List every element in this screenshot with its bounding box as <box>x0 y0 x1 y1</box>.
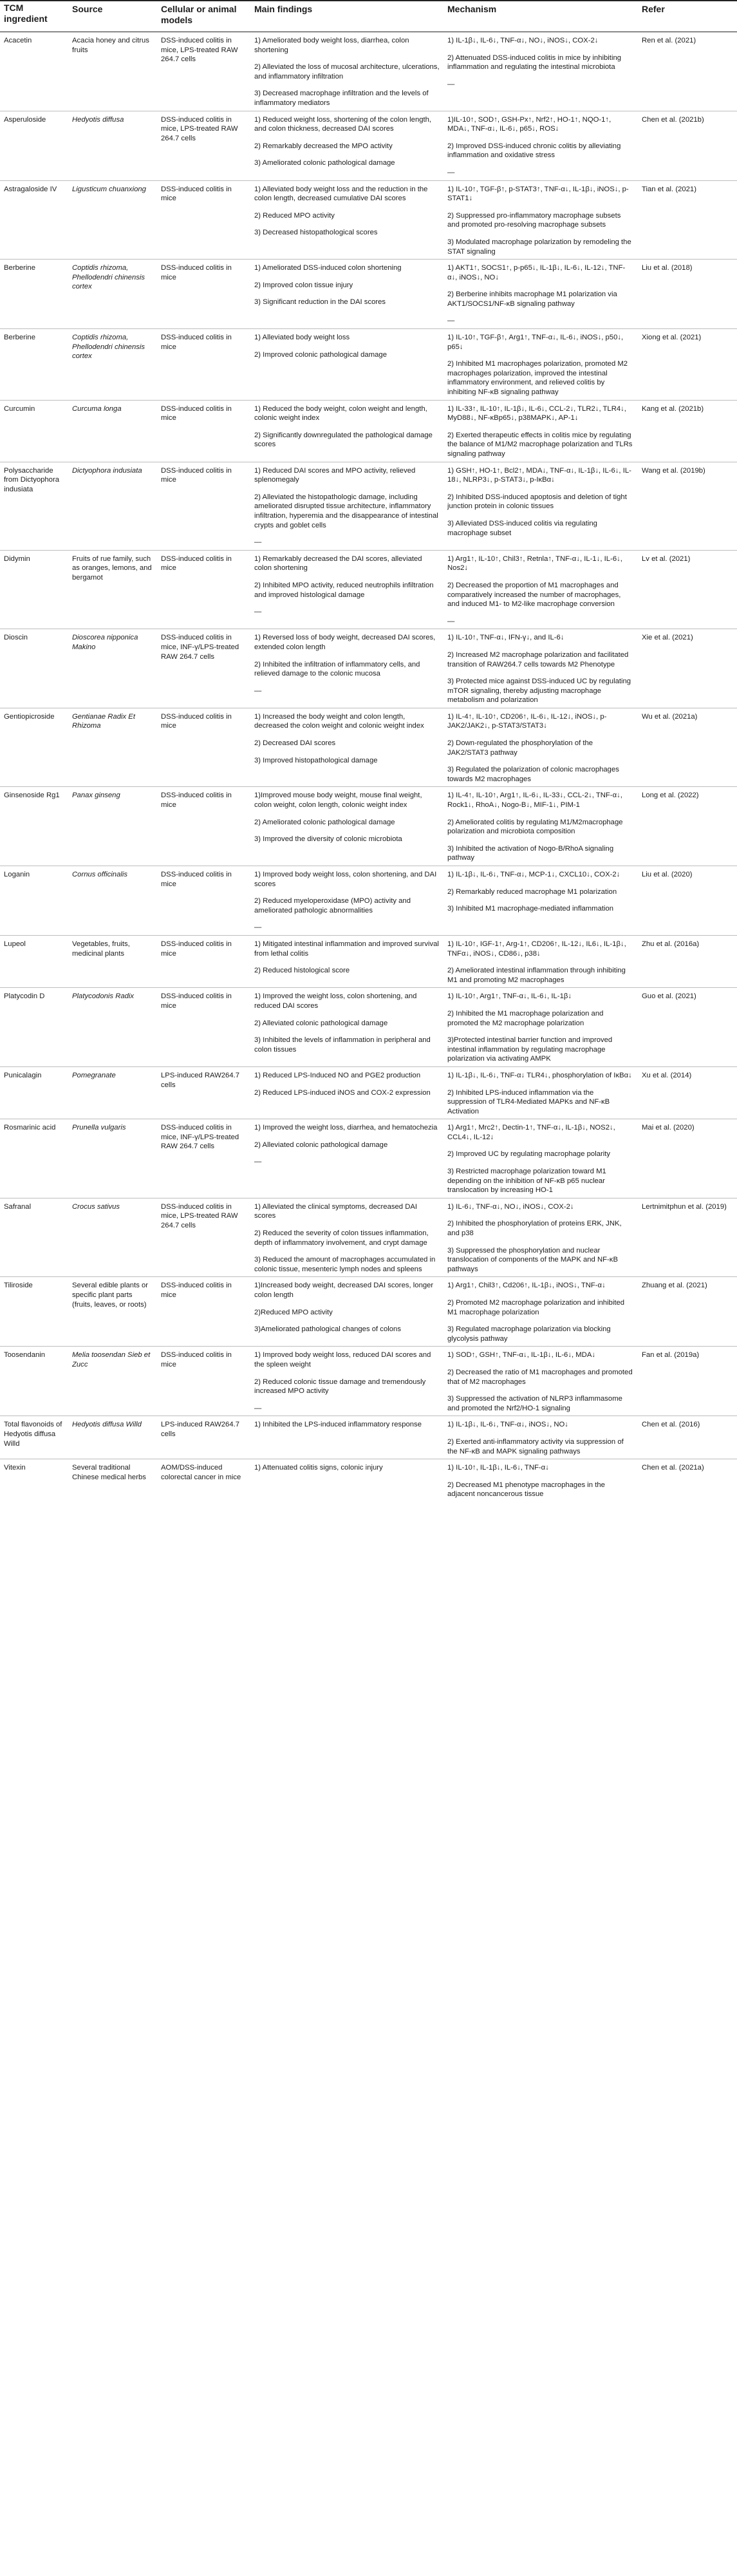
cell-ingredient: Rosmarinic acid <box>0 1119 68 1198</box>
cell-findings-item: — <box>254 608 262 616</box>
table-row <box>0 1347 737 1416</box>
cell-source: Cornus officinalis <box>68 866 157 936</box>
cell-findings <box>250 708 443 787</box>
cell-findings-item: 1) Inhibited the LPS-induced inflammatory response <box>254 1421 422 1429</box>
cell-mechanism-item: 1) Arg1↑, Chil3↑, Cd206↑, IL-1β↓, iNOS↓, TNF-α↓ <box>447 1282 606 1290</box>
cell-mechanism-item: 2) Improved DSS-induced chronic colitis by alleviating inflammation and oxidative stress <box>447 142 621 160</box>
cell-findings-item: 2) Improved colon tissue injury <box>254 281 353 289</box>
cell-findings-item: 2) Reduced colonic tissue damage and tremendously increased MPO activity <box>254 1378 426 1396</box>
cell-findings-item: 1) Alleviated body weight loss and the reduction in the colon length, decreased cumulative DAI scores <box>254 185 428 203</box>
header-mechanism: Mechanism <box>443 1 638 32</box>
cell-mechanism-item: 2) Inhibited the M1 macrophage polarization and promoted the M2 macrophage polarization <box>447 1009 604 1027</box>
cell-refer: Guo et al. (2021) <box>638 988 737 1067</box>
cell-refer: Zhu et al. (2016a) <box>638 935 737 987</box>
cell-mechanism-item: 1) IL-10↑, IL-1β↓, IL-6↓, TNF-α↓ <box>447 1464 549 1472</box>
cell-source: Several traditional Chinese medical herbs <box>72 1464 146 1481</box>
table-row <box>0 787 737 866</box>
cell-findings-item: 1) Reversed loss of body weight, decreased DAI scores, extended colon length <box>254 634 436 651</box>
cell-mechanism-item: 1) IL-10↑, IGF-1↑, Arg-1↑, CD206↑, IL-12↓, IL6↓, IL-1β↓, TNFα↓, iNOS↓, CD86↓, p38↓ <box>447 940 626 958</box>
table-row <box>0 935 737 987</box>
cell-ingredient: Astragaloside IV <box>0 180 68 260</box>
cell-ingredient: Punicalagin <box>0 1066 68 1119</box>
cell-mechanism-item: 2) Exerted anti-inflammatory activity via suppression of the NF-κB and MAPK signaling pathways <box>447 1437 624 1455</box>
cell-findings-item: — <box>254 687 262 695</box>
table-row <box>0 400 737 462</box>
cell-findings-item: 3) Improved the diversity of colonic microbiota <box>254 835 402 844</box>
table-row <box>0 111 737 180</box>
cell-findings <box>250 1119 443 1198</box>
table-row <box>0 32 737 111</box>
cell-source: Coptidis rhizoma, Phellodendri chinensis cortex <box>68 329 157 401</box>
cell-mechanism-item: 3) Regulated the polarization of colonic macrophages towards M2 macrophages <box>447 766 619 783</box>
cell-model: DSS-induced colitis in mice, LPS-treated RAW 264.7 cells <box>157 1198 250 1277</box>
cell-ingredient: Berberine <box>0 260 68 329</box>
cell-model: LPS-induced RAW264.7 cells <box>157 1416 250 1459</box>
cell-mechanism <box>443 180 638 260</box>
cell-ingredient: Safranal <box>0 1198 68 1277</box>
table-row <box>0 1198 737 1277</box>
cell-findings <box>250 329 443 401</box>
cell-mechanism-item: 2) Promoted M2 macrophage polarization and inhibited M1 macrophage polarization <box>447 1299 625 1316</box>
header-findings: Main findings <box>250 1 443 32</box>
header-refer: Refer <box>638 1 737 32</box>
cell-mechanism <box>443 988 638 1067</box>
cell-mechanism-item: 1) Arg1↑, Mrc2↑, Dectin-1↑, TNF-α↓, IL-1β↓, NOS2↓, CCL4↓, IL-12↓ <box>447 1124 615 1141</box>
cell-mechanism-item: 1) SOD↑, GSH↑, TNF-α↓, IL-1β↓, IL-6↓, MDA↓ <box>447 1351 596 1359</box>
table-row <box>0 1119 737 1198</box>
cell-mechanism-item: 2) Inhibited LPS-induced inflammation via the suppression of TLR4-Mediated MAPKs and NF-κB Activation <box>447 1088 610 1115</box>
cell-findings <box>250 988 443 1067</box>
table-row <box>0 866 737 936</box>
cell-refer: Kang et al. (2021b) <box>638 400 737 462</box>
cell-refer: Xu et al. (2014) <box>638 1066 737 1119</box>
cell-mechanism-item: — <box>447 80 455 88</box>
cell-model: DSS-induced colitis in mice <box>157 180 250 260</box>
cell-refer: Wang et al. (2019b) <box>638 462 737 550</box>
cell-mechanism-item: 1) GSH↑, HO-1↑, Bcl2↑, MDA↓, TNF-α↓, IL-1β↓, IL-6↓, IL-18↓, NLRP3↓, p-STAT3↓, p-IκBα↓ <box>447 466 631 484</box>
cell-findings-item: 3) Improved histopathological damage <box>254 756 378 764</box>
cell-mechanism <box>443 1416 638 1459</box>
cell-source: Melia toosendan Sieb et Zucc <box>68 1347 157 1416</box>
cell-findings-item: — <box>254 538 262 547</box>
cell-source: Curcuma longa <box>68 400 157 462</box>
cell-ingredient: Toosendanin <box>0 1347 68 1416</box>
table-row <box>0 550 737 629</box>
cell-findings <box>250 787 443 866</box>
cell-mechanism-item: 3) Restricted macrophage polarization toward M1 depending on the inhibition of NF-κB p65 nuclear translocation by increasing HO-1 <box>447 1168 606 1195</box>
cell-findings-item: 3) Significant reduction in the DAI scores <box>254 298 386 307</box>
cell-findings-item: 2) Reduced LPS-induced iNOS and COX-2 expression <box>254 1088 431 1097</box>
cell-refer: Tian et al. (2021) <box>638 180 737 260</box>
cell-mechanism-item: 2) Attenuated DSS-induced colitis in mice by inhibiting inflammation and regulating the intestinal microbiota <box>447 53 622 71</box>
cell-model: DSS-induced colitis in mice, INF-γ/LPS-treated RAW 264.7 cells <box>157 1119 250 1198</box>
table-row <box>0 1416 737 1459</box>
cell-model: DSS-induced colitis in mice <box>157 400 250 462</box>
cell-findings-item: 2) Improved colonic pathological damage <box>254 350 387 359</box>
cell-mechanism-item: 2) Down-regulated the phosphorylation of the JAK2/STAT3 pathway <box>447 739 593 757</box>
cell-findings-item: 1)Increased body weight, decreased DAI scores, longer colon length <box>254 1282 434 1299</box>
cell-refer: Long et al. (2022) <box>638 787 737 866</box>
cell-findings-item: 2) Alleviated the histopathologic damage, including ameliorated disrupted tissue architecture, inflammatory infiltration, hyperemia and the disappearance of intestinal crypts and goblet cells <box>254 493 438 529</box>
cell-findings-item: — <box>254 1158 262 1166</box>
cell-findings-item: 1) Reduced LPS-Induced NO and PGE2 production <box>254 1071 421 1079</box>
cell-findings-item: 3) Ameliorated colonic pathological damage <box>254 159 395 167</box>
cell-mechanism-item: 3) Alleviated DSS-induced colitis via regulating macrophage subset <box>447 519 597 537</box>
cell-findings <box>250 180 443 260</box>
cell-model: DSS-induced colitis in mice <box>157 787 250 866</box>
cell-source: Coptidis rhizoma, Phellodendri chinensis cortex <box>68 260 157 329</box>
cell-findings <box>250 462 443 550</box>
cell-source: Dioscorea nipponica Makino <box>68 629 157 708</box>
cell-refer: Ren et al. (2021) <box>638 32 737 111</box>
cell-findings <box>250 935 443 987</box>
cell-findings-item: 3)Ameliorated pathological changes of colons <box>254 1325 401 1334</box>
cell-mechanism-item: 1) IL-1β↓, IL-6↓, TNF-α↓, MCP-1↓, CXCL10↓, COX-2↓ <box>447 871 620 878</box>
cell-mechanism-item: 3) Protected mice against DSS-induced UC by regulating mTOR signaling, thereby adjusting macrophage metabolism and polarization <box>447 677 631 705</box>
cell-mechanism-item: 2) Ameliorated colitis by regulating M1/M2macrophage polarization and microbiota composition <box>447 818 623 836</box>
cell-mechanism-item: 2) Increased M2 macrophage polarization and facilitated transition of RAW264.7 cells towards M2 Phenotype <box>447 650 629 668</box>
cell-findings-item: — <box>254 1404 262 1412</box>
cell-mechanism-item: 1) IL-1β↓, IL-6↓, TNF-α↓, NO↓, iNOS↓, COX-2↓ <box>447 37 599 44</box>
cell-mechanism <box>443 629 638 708</box>
cell-model: DSS-induced colitis in mice <box>157 462 250 550</box>
cell-ingredient: Asperuloside <box>0 111 68 180</box>
cell-mechanism <box>443 708 638 787</box>
cell-source: Ligusticum chuanxiong <box>68 180 157 260</box>
cell-refer: Xie et al. (2021) <box>638 629 737 708</box>
cell-mechanism-item: 2) Remarkably reduced macrophage M1 polarization <box>447 887 617 896</box>
cell-model: AOM/DSS-induced colorectal cancer in mice <box>161 1464 241 1481</box>
cell-model: LPS-induced RAW264.7 cells <box>157 1066 250 1119</box>
cell-findings <box>250 260 443 329</box>
cell-mechanism-item: 1) IL-4↑, IL-10↑, Arg1↑, IL-6↓, IL-33↓, CCL-2↓, TNF-α↓, Rock1↓, RhoA↓, Nogo-B↓, MIF-1↓, PIM-1 <box>447 791 622 810</box>
cell-mechanism <box>443 1459 638 1502</box>
cell-mechanism-item: 1) IL-1β↓, IL-6↓, TNF-α↓, iNOS↓, NO↓ <box>447 1421 568 1429</box>
table-row <box>0 1277 737 1347</box>
cell-model: DSS-induced colitis in mice, INF-γ/LPS-treated RAW 264.7 cells <box>157 629 250 708</box>
cell-ingredient: Total flavonoids of Hedyotis diffusa Willd <box>0 1416 68 1459</box>
cell-mechanism-item: 1) IL-10↑, TGF-β↑, p-STAT3↑, TNF-α↓, IL-1β↓, iNOS↓, p-STAT1↓ <box>447 185 629 203</box>
cell-findings-item: 3) Decreased histopathological scores <box>254 229 378 237</box>
cell-source: Platycodonis Radix <box>68 988 157 1067</box>
cell-findings-item: 2) Inhibited MPO activity, reduced neutrophils infiltration and improved histological damage <box>254 581 434 599</box>
cell-refer: Mai et al. (2020) <box>638 1119 737 1198</box>
cell-findings-item: 2)Reduced MPO activity <box>254 1308 333 1316</box>
cell-findings <box>250 866 443 936</box>
cell-findings-item: 1) Reduced the body weight, colon weight and length, colonic weight index <box>254 404 427 422</box>
cell-findings <box>250 550 443 629</box>
cell-mechanism-item: 1) IL-10↑, TGF-β↑, Arg1↑, TNF-α↓, IL-6↓, iNOS↓, p50↓, p65↓ <box>447 334 624 351</box>
cell-findings-item: 3) Inhibited the levels of inflammation in peripheral and colon tissues <box>254 1036 431 1054</box>
cell-findings <box>250 32 443 111</box>
cell-source: Hedyotis diffusa Willd <box>68 1416 157 1459</box>
cell-model: DSS-induced colitis in mice <box>157 935 250 987</box>
header-row <box>0 1 737 32</box>
cell-mechanism-item: 2) Inhibited M1 macrophages polarization, promoted M2 macrophages polarization, improved the intestinal inflammatory environment, and relieved colitis by inhibiting NF-κB signaling pathway <box>447 360 628 397</box>
cell-source: Acacia honey and citrus fruits <box>68 32 157 111</box>
cell-mechanism-item: 2) Suppressed pro-inflammatory macrophage subsets and promoted pro-resolving macrophage subsets <box>447 211 621 229</box>
cell-findings-item: 2) Reduced the severity of colon tissues inflammation, depth of inflammatory involvement, and crypt damage <box>254 1229 429 1247</box>
cell-findings-item: 1) Mitigated intestinal inflammation and improved survival from lethal colitis <box>254 940 439 958</box>
cell-ingredient: Gentiopicroside <box>0 708 68 787</box>
cell-findings-item: 1) Improved body weight loss, reduced DAI scores and the spleen weight <box>254 1351 431 1368</box>
cell-model: DSS-induced colitis in mice <box>157 1347 250 1416</box>
cell-findings <box>250 1416 443 1459</box>
cell-findings-item: 1) Improved the weight loss, colon shortening, and reduced DAI scores <box>254 992 417 1010</box>
cell-mechanism <box>443 550 638 629</box>
table-header <box>0 1 737 32</box>
cell-refer: Zhuang et al. (2021) <box>638 1277 737 1347</box>
cell-mechanism <box>443 1277 638 1347</box>
cell-refer: Liu et al. (2020) <box>638 866 737 936</box>
cell-refer: Fan et al. (2019a) <box>638 1347 737 1416</box>
cell-findings-item: 2) Inhibited the infiltration of inflammatory cells, and relieved damage to the colonic mucosa <box>254 660 420 678</box>
cell-refer: Liu et al. (2018) <box>638 260 737 329</box>
cell-mechanism-item: 3) Inhibited the activation of Nogo-B/RhoA signaling pathway <box>447 844 614 862</box>
cell-mechanism <box>443 400 638 462</box>
cell-ingredient: Vitexin <box>4 1464 26 1472</box>
cell-findings-item: 2) Reduced MPO activity <box>254 211 335 220</box>
cell-mechanism <box>443 111 638 180</box>
cell-findings <box>250 1459 443 1502</box>
cell-mechanism-item: 1)IL-10↑, SOD↑, GSH-Px↑, Nrf2↑, HO-1↑, NQO-1↑, MDA↓, TNF-α↓, IL-6↓, p65↓, ROS↓ <box>447 115 611 133</box>
cell-mechanism-item: 2) Exerted therapeutic effects in colitis mice by regulating the balance of M1/M2 macrophage polarization and TLRs signaling pathway <box>447 431 633 458</box>
cell-model: DSS-induced colitis in mice, LPS-treated RAW 264.7 cells <box>157 32 250 111</box>
cell-mechanism <box>443 1198 638 1277</box>
cell-ingredient: Acacetin <box>0 32 68 111</box>
cell-findings <box>250 1066 443 1119</box>
cell-mechanism <box>443 787 638 866</box>
cell-findings-item: 2) Reduced histological score <box>254 967 350 975</box>
cell-ingredient: Tiliroside <box>0 1277 68 1347</box>
cell-findings-item: 1) Attenuated colitis signs, colonic injury <box>254 1464 383 1472</box>
cell-mechanism-item: 2) Inhibited the phosphorylation of proteins ERK, JNK, and p38 <box>447 1220 622 1238</box>
cell-refer: Lv et al. (2021) <box>638 550 737 629</box>
cell-mechanism-item: — <box>447 617 455 625</box>
cell-findings-item: 1)Improved mouse body weight, mouse final weight, colon weight, colon length, colonic weight index <box>254 791 422 810</box>
table-row <box>0 708 737 787</box>
cell-ingredient: Platycodin D <box>0 988 68 1067</box>
cell-ingredient: Dioscin <box>0 629 68 708</box>
cell-mechanism <box>443 329 638 401</box>
cell-mechanism-item: 3) Regulated macrophage polarization via blocking glycolysis pathway <box>447 1325 611 1343</box>
cell-findings-item: 1) Ameliorated body weight loss, diarrhea, colon shortening <box>254 37 409 54</box>
cell-findings <box>250 111 443 180</box>
table-row <box>0 329 737 401</box>
cell-findings <box>250 1198 443 1277</box>
cell-source: Dictyophora indusiata <box>68 462 157 550</box>
header-model: Cellular or animal models <box>157 1 250 32</box>
cell-mechanism-item: 1) IL-4↑, IL-10↑, CD206↑, IL-6↓, IL-12↓, iNOS↓, p-JAK2/JAK2↓, p-STAT3/STAT3↓ <box>447 712 607 730</box>
cell-findings-item: 2) Significantly downregulated the pathological damage scores <box>254 431 433 449</box>
cell-ingredient: Polysaccharide from Dictyophora indusiata <box>0 462 68 550</box>
table-row <box>0 462 737 550</box>
table-row <box>0 988 737 1067</box>
cell-findings-item: 1) Alleviated the clinical symptoms, decreased DAI scores <box>254 1202 418 1220</box>
cell-findings-item: 3) Decreased macrophage infiltration and the levels of inflammatory mediators <box>254 90 429 107</box>
cell-findings-item: 2) Alleviated colonic pathological damage <box>254 1019 388 1027</box>
cell-mechanism-item: 1) AKT1↑, SOCS1↑, p-p65↓, IL-1β↓, IL-6↓, IL-12↓, TNF-α↓, iNOS↓, NO↓ <box>447 264 626 281</box>
cell-refer: Xiong et al. (2021) <box>638 329 737 401</box>
cell-mechanism-item: 3)Protected intestinal barrier function and improved intestinal inflammation by regulating macrophage polarization via activating AMPK <box>447 1036 613 1063</box>
cell-findings-item: 1) Remarkably decreased the DAI scores, alleviated colon shortening <box>254 554 422 573</box>
cell-mechanism-item: 2) Ameliorated intestinal inflammation through inhibiting M1 and promoting M2 macrophages <box>447 967 626 984</box>
cell-mechanism-item: 3) Suppressed the activation of NLRP3 inflammasome and promoted the Nrf2/HO-1 signaling <box>447 1395 622 1412</box>
table-row <box>0 180 737 260</box>
cell-findings-item: — <box>254 923 262 932</box>
cell-findings-item: 3) Reduced the amount of macrophages accumulated in colonic tissue, mesenteric lymph nodes and spleens <box>254 1256 436 1273</box>
cell-source: Pomegranate <box>68 1066 157 1119</box>
cell-mechanism-item: 2) Decreased the proportion of M1 macrophages and comparatively increased the number of macrophages, and induced M1- to M2-like macrophage conversion <box>447 581 621 609</box>
cell-mechanism-item: 3) Suppressed the phosphorylation and nuclear translocation of components of the MAPK and NF-κB pathways <box>447 1246 618 1273</box>
cell-source: Several edible plants or specific plant parts (fruits, leaves, or roots) <box>68 1277 157 1347</box>
cell-mechanism <box>443 1066 638 1119</box>
cell-model: DSS-induced colitis in mice <box>157 329 250 401</box>
header-ingredient: TCM ingredient <box>0 1 68 32</box>
table-row <box>0 629 737 708</box>
cell-refer: Chen et al. (2016) <box>638 1416 737 1459</box>
cell-findings <box>250 629 443 708</box>
cell-mechanism-item: 2) Berberine inhibits macrophage M1 polarization via AKT1/SOCS1/NF-κB signaling pathway <box>447 290 617 308</box>
cell-mechanism-item: 1) IL-33↑, IL-10↑, IL-1β↓, IL-6↓, CCL-2↓, TLR2↓, TLR4↓, MyD88↓, NF-κBp65↓, p38MAPK↓, AP-1↓ <box>447 404 626 422</box>
cell-refer: Wu et al. (2021a) <box>638 708 737 787</box>
cell-mechanism-item: 2) Inhibited DSS-induced apoptosis and deletion of tight junction protein in colonic tissues <box>447 493 627 511</box>
cell-mechanism-item: 3) Modulated macrophage polarization by remodeling the STAT signaling <box>447 238 631 256</box>
cell-model: DSS-induced colitis in mice <box>157 866 250 936</box>
cell-model: DSS-induced colitis in mice <box>157 260 250 329</box>
cell-mechanism-item: 2) Decreased M1 phenotype macrophages in the adjacent noncancerous tissue <box>447 1481 605 1499</box>
cell-mechanism <box>443 1119 638 1198</box>
cell-findings-item: 2) Decreased DAI scores <box>254 739 336 748</box>
cell-mechanism <box>443 866 638 936</box>
cell-mechanism <box>443 1347 638 1416</box>
cell-mechanism-item: 1) IL-10↑, TNF-α↓, IFN-γ↓, and IL-6↓ <box>447 634 564 642</box>
cell-mechanism <box>443 260 638 329</box>
cell-model: DSS-induced colitis in mice <box>157 550 250 629</box>
cell-model: DSS-induced colitis in mice <box>157 1277 250 1347</box>
cell-source: Fruits of rue family, such as oranges, lemons, and bergamot <box>68 550 157 629</box>
cell-mechanism <box>443 935 638 987</box>
table-row <box>0 1066 737 1119</box>
cell-ingredient: Lupeol <box>0 935 68 987</box>
cell-refer: Lertnimitphun et al. (2019) <box>638 1198 737 1277</box>
cell-mechanism-item: — <box>447 168 455 176</box>
cell-findings-item: 1) Increased the body weight and colon length, decreased the colon weight and colonic weight index <box>254 712 424 730</box>
cell-findings <box>250 1277 443 1347</box>
cell-mechanism-item: — <box>447 317 455 325</box>
cell-findings-item: 1) Improved the weight loss, diarrhea, and hematochezia <box>254 1124 438 1132</box>
table-row <box>0 1459 737 1502</box>
cell-findings-item: 1) Ameliorated DSS-induced colon shortening <box>254 264 402 272</box>
cell-source: Gentianae Radix Et Rhizoma <box>68 708 157 787</box>
cell-mechanism-item: 1) IL-10↑, Arg1↑, TNF-α↓, IL-6↓, IL-1β↓ <box>447 992 572 1001</box>
cell-mechanism-item: 1) Arg1↑, IL-10↑, Chil3↑, Retnla↑, TNF-α↓, IL-1↓, IL-6↓, Nos2↓ <box>447 554 622 573</box>
cell-source: Prunella vulgaris <box>68 1119 157 1198</box>
cell-source: Vegetables, fruits, medicinal plants <box>68 935 157 987</box>
cell-ingredient: Didymin <box>0 550 68 629</box>
table-row <box>0 260 737 329</box>
cell-findings-item: 2) Ameliorated colonic pathological damage <box>254 818 395 826</box>
cell-ingredient: Loganin <box>0 866 68 936</box>
table-body <box>0 32 737 1502</box>
cell-refer: Chen et al. (2021b) <box>638 111 737 180</box>
cell-model: DSS-induced colitis in mice, LPS-treated RAW 264.7 cells <box>157 111 250 180</box>
cell-ingredient: Ginsenoside Rg1 <box>0 787 68 866</box>
cell-findings <box>250 400 443 462</box>
cell-findings-item: 1) Reduced DAI scores and MPO activity, relieved splenomegaly <box>254 466 416 484</box>
cell-mechanism-item: 1) IL-6↓, TNF-α↓, NO↓, iNOS↓, COX-2↓ <box>447 1202 574 1211</box>
cell-mechanism-item: 1) IL-1β↓, IL-6↓, TNF-α↓ TLR4↓, phosphorylation of IκBα↓ <box>447 1071 632 1079</box>
cell-findings-item: 2) Alleviated colonic pathological damage <box>254 1141 388 1149</box>
cell-mechanism <box>443 32 638 111</box>
cell-mechanism-item: 2) Decreased the ratio of M1 macrophages and promoted that of M2 macrophages <box>447 1368 633 1386</box>
cell-source: Hedyotis diffusa <box>68 111 157 180</box>
cell-ingredient: Berberine <box>0 329 68 401</box>
cell-mechanism <box>443 462 638 550</box>
cell-mechanism-item: 2) Improved UC by regulating macrophage polarity <box>447 1150 611 1159</box>
cell-source: Panax ginseng <box>68 787 157 866</box>
cell-findings-item: 2) Alleviated the loss of mucosal architecture, ulcerations, and inflammatory infiltration <box>254 63 440 80</box>
cell-findings-item: 2) Remarkably decreased the MPO activity <box>254 142 393 150</box>
cell-source: Crocus sativus <box>68 1198 157 1277</box>
cell-findings-item: 1) Improved body weight loss, colon shortening, and DAI scores <box>254 871 437 888</box>
cell-ingredient: Curcumin <box>0 400 68 462</box>
header-source: Source <box>68 1 157 32</box>
cell-findings-item: 1) Alleviated body weight loss <box>254 334 350 342</box>
cell-refer: Chen et al. (2021a) <box>642 1464 704 1472</box>
cell-mechanism-item: 3) Inhibited M1 macrophage-mediated inflammation <box>447 905 614 913</box>
cell-model: DSS-induced colitis in mice <box>157 708 250 787</box>
cell-findings-item: 1) Reduced weight loss, shortening of the colon length, and colon thickness, decreased DAI scores <box>254 115 432 133</box>
cell-model: DSS-induced colitis in mice <box>157 988 250 1067</box>
cell-findings-item: 2) Reduced myeloperoxidase (MPO) activity and ameliorated pathologic abnormalities <box>254 897 411 914</box>
cell-findings <box>250 1347 443 1416</box>
